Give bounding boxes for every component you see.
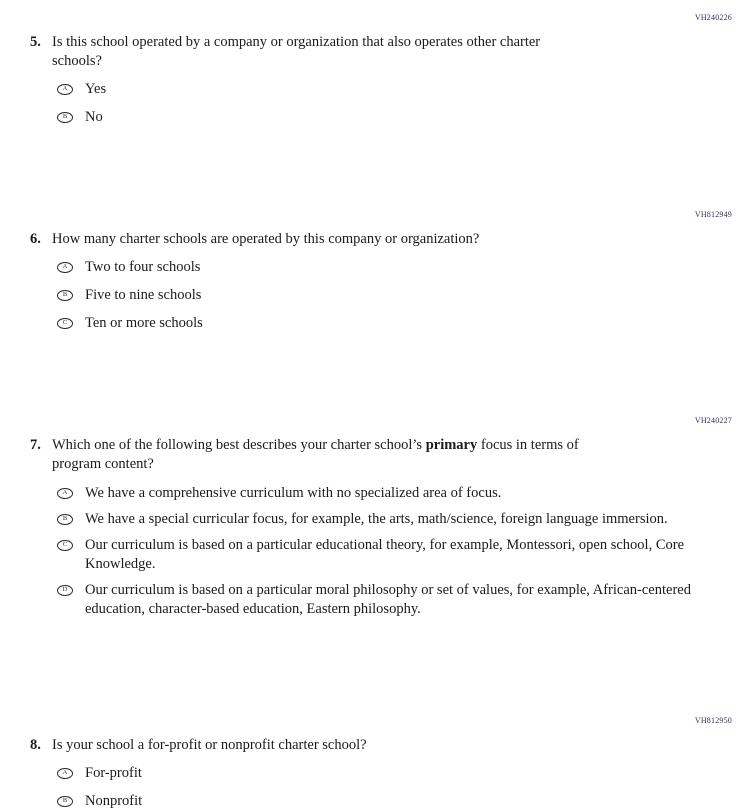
question-code: VH812949 (694, 210, 732, 219)
answer-bubble-icon: B (57, 796, 73, 807)
question-title: Which one of the following best describes your charter school’s primary focus in terms of program content? (52, 437, 579, 472)
question-header (30, 736, 732, 755)
answer-label: Ten or more schools (85, 315, 203, 331)
question-header (30, 230, 732, 249)
answer-bubble-icon: B (57, 290, 73, 301)
answer-option (57, 108, 732, 127)
question-title: How many charter schools are operated by this company or organization? (52, 231, 480, 247)
answer-option (57, 286, 732, 305)
options-list (57, 764, 732, 811)
options-list (57, 258, 732, 333)
question-number: 5. (30, 34, 41, 50)
answer-bubble-icon: B (57, 112, 73, 123)
question-code: VH240226 (694, 13, 732, 22)
answer-option (57, 258, 732, 277)
answer-label: No (85, 109, 103, 125)
answer-option (57, 510, 732, 529)
answer-option (57, 764, 732, 783)
answer-bubble-icon: A (57, 262, 73, 273)
answer-label: We have a comprehensive curriculum with no specialized area of focus. (85, 485, 502, 501)
answer-bubble-icon: A (57, 488, 73, 499)
answer-bubble-icon: A (57, 84, 73, 95)
answer-label: Five to nine schools (85, 287, 202, 303)
question-5 (30, 13, 732, 127)
question-6 (30, 210, 732, 333)
answer-label: Our curriculum is based on a particular moral philosophy or set of values, for example, African-centered education, character-based education, Eastern philosophy. (85, 582, 691, 617)
answer-label: Yes (85, 81, 107, 97)
answer-bubble-icon: D (57, 585, 73, 596)
answer-option (57, 792, 732, 811)
answer-label: Nonprofit (85, 793, 143, 809)
answer-label: We have a special curricular focus, for example, the arts, math/science, foreign language immersion. (85, 511, 668, 527)
options-list (57, 80, 732, 127)
answer-bubble-icon: B (57, 514, 73, 525)
question-title: Is your school a for-profit or nonprofit charter school? (52, 737, 367, 753)
question-number: 7. (30, 437, 41, 453)
answer-label: Two to four schools (85, 259, 201, 275)
answer-bubble-icon: C (57, 318, 73, 329)
question-number: 8. (30, 737, 41, 753)
question-8 (30, 716, 732, 811)
answer-label: For-profit (85, 765, 142, 781)
options-list (57, 484, 732, 619)
question-number: 6. (30, 231, 41, 247)
answer-option (57, 581, 732, 619)
answer-option (57, 536, 732, 574)
question-title: Is this school operated by a company or organization that also operates other charter schools? (52, 34, 541, 69)
question-header (30, 33, 732, 71)
question-code: VH812950 (694, 716, 732, 725)
answer-label: Our curriculum is based on a particular educational theory, for example, Montessori, open school, Core Knowledge. (85, 537, 685, 572)
answer-bubble-icon: A (57, 768, 73, 779)
question-header (30, 436, 732, 474)
question-7 (30, 416, 732, 619)
answer-option (57, 80, 732, 99)
question-code: VH240227 (694, 416, 732, 425)
answer-bubble-icon: C (57, 540, 73, 551)
answer-option (57, 484, 732, 503)
answer-option (57, 314, 732, 333)
